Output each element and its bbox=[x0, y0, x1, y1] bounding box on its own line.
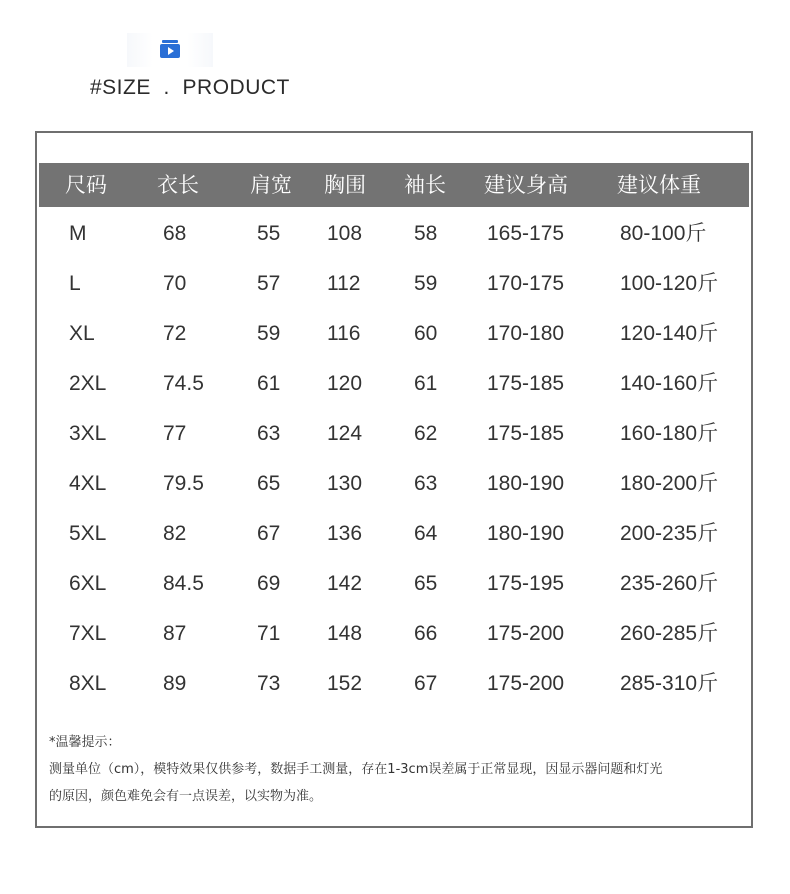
cell-size: 8XL bbox=[69, 672, 107, 695]
cell-size: M bbox=[69, 222, 87, 245]
cell-height: 175-195 bbox=[487, 572, 565, 595]
header-height: 建议身高 bbox=[484, 173, 568, 197]
cell-shoulder: 71 bbox=[257, 622, 281, 645]
cell-sleeve: 60 bbox=[414, 322, 438, 345]
cell-sleeve: 61 bbox=[414, 372, 438, 395]
cell-length: 79.5 bbox=[163, 472, 204, 495]
table-row bbox=[37, 259, 751, 309]
cell-size: 6XL bbox=[69, 572, 107, 595]
cell-weight: 200-235斤 bbox=[620, 522, 719, 545]
cell-height: 170-180 bbox=[487, 322, 565, 345]
notes-line-1: 测量单位（cm），模特效果仅供参考，数据手工测量，存在1-3cm误差属于正常显现，因显示器问题和灯光 bbox=[49, 762, 663, 777]
cell-height: 175-200 bbox=[487, 672, 565, 695]
table-row bbox=[37, 659, 751, 709]
cell-chest: 136 bbox=[327, 522, 363, 545]
notes-line-2: 的原因，颜色难免会有一点误差，以实物为准。 bbox=[49, 789, 323, 804]
table-header bbox=[39, 163, 749, 207]
cell-weight: 100-120斤 bbox=[620, 272, 719, 295]
cell-weight: 235-260斤 bbox=[620, 572, 719, 595]
cell-weight: 140-160斤 bbox=[620, 372, 719, 395]
cell-chest: 142 bbox=[327, 572, 363, 595]
cell-size: 5XL bbox=[69, 522, 107, 545]
cell-sleeve: 62 bbox=[414, 422, 438, 445]
cell-shoulder: 57 bbox=[257, 272, 281, 295]
cell-shoulder: 61 bbox=[257, 372, 281, 395]
table-row bbox=[37, 409, 751, 459]
cell-chest: 112 bbox=[327, 272, 361, 295]
cell-size: 3XL bbox=[69, 422, 107, 445]
cell-height: 180-190 bbox=[487, 522, 565, 545]
cell-length: 70 bbox=[163, 272, 187, 295]
cell-shoulder: 69 bbox=[257, 572, 281, 595]
cell-sleeve: 67 bbox=[414, 672, 438, 695]
table-row bbox=[37, 559, 751, 609]
cell-sleeve: 65 bbox=[414, 572, 438, 595]
cell-height: 170-175 bbox=[487, 272, 565, 295]
table-row bbox=[37, 359, 751, 409]
cell-sleeve: 63 bbox=[414, 472, 438, 495]
cell-shoulder: 67 bbox=[257, 522, 281, 545]
cell-weight: 160-180斤 bbox=[620, 422, 719, 445]
cell-height: 175-200 bbox=[487, 622, 565, 645]
video-camera-icon bbox=[159, 39, 181, 59]
table-row bbox=[37, 509, 751, 559]
header-chest: 胸围 bbox=[324, 173, 366, 197]
table-row bbox=[37, 309, 751, 359]
page-title: #SIZE . PRODUCT bbox=[90, 76, 290, 99]
cell-length: 77 bbox=[163, 422, 187, 445]
cell-length: 72 bbox=[163, 322, 187, 345]
cell-sleeve: 58 bbox=[414, 222, 438, 245]
cell-chest: 148 bbox=[327, 622, 363, 645]
cell-size: 4XL bbox=[69, 472, 107, 495]
cell-chest: 124 bbox=[327, 422, 363, 445]
cell-height: 175-185 bbox=[487, 422, 565, 445]
size-table-body bbox=[37, 209, 751, 709]
cell-weight: 80-100斤 bbox=[620, 222, 707, 245]
table-row bbox=[37, 609, 751, 659]
cell-length: 87 bbox=[163, 622, 187, 645]
cell-shoulder: 65 bbox=[257, 472, 281, 495]
cell-chest: 108 bbox=[327, 222, 363, 245]
notes-title: *温馨提示： bbox=[49, 735, 121, 750]
cell-chest: 152 bbox=[327, 672, 363, 695]
cell-sleeve: 59 bbox=[414, 272, 438, 295]
cell-sleeve: 64 bbox=[414, 522, 438, 545]
cell-height: 165-175 bbox=[487, 222, 565, 245]
header-sleeve: 袖长 bbox=[404, 173, 446, 197]
cell-length: 82 bbox=[163, 522, 187, 545]
cell-chest: 116 bbox=[327, 322, 361, 345]
cell-chest: 120 bbox=[327, 372, 363, 395]
table-row bbox=[37, 459, 751, 509]
cell-length: 84.5 bbox=[163, 572, 204, 595]
cell-shoulder: 55 bbox=[257, 222, 281, 245]
cell-size: L bbox=[69, 272, 81, 295]
cell-sleeve: 66 bbox=[414, 622, 438, 645]
cell-height: 175-185 bbox=[487, 372, 565, 395]
cell-weight: 285-310斤 bbox=[620, 672, 719, 695]
cell-weight: 260-285斤 bbox=[620, 622, 719, 645]
cell-weight: 180-200斤 bbox=[620, 472, 719, 495]
cell-size: XL bbox=[69, 322, 95, 345]
cell-shoulder: 73 bbox=[257, 672, 281, 695]
header-length: 衣长 bbox=[157, 173, 199, 197]
cell-chest: 130 bbox=[327, 472, 363, 495]
cell-height: 180-190 bbox=[487, 472, 565, 495]
header-weight: 建议体重 bbox=[617, 173, 701, 197]
header-size: 尺码 bbox=[65, 173, 107, 197]
cell-length: 89 bbox=[163, 672, 187, 695]
brand-logo bbox=[127, 33, 213, 67]
cell-shoulder: 63 bbox=[257, 422, 281, 445]
cell-shoulder: 59 bbox=[257, 322, 281, 345]
cell-weight: 120-140斤 bbox=[620, 322, 719, 345]
header-shoulder: 肩宽 bbox=[250, 173, 292, 197]
cell-length: 74.5 bbox=[163, 372, 204, 395]
table-row bbox=[37, 209, 751, 259]
cell-size: 2XL bbox=[69, 372, 107, 395]
size-chart-frame bbox=[35, 131, 753, 828]
cell-length: 68 bbox=[163, 222, 187, 245]
cell-size: 7XL bbox=[69, 622, 107, 645]
